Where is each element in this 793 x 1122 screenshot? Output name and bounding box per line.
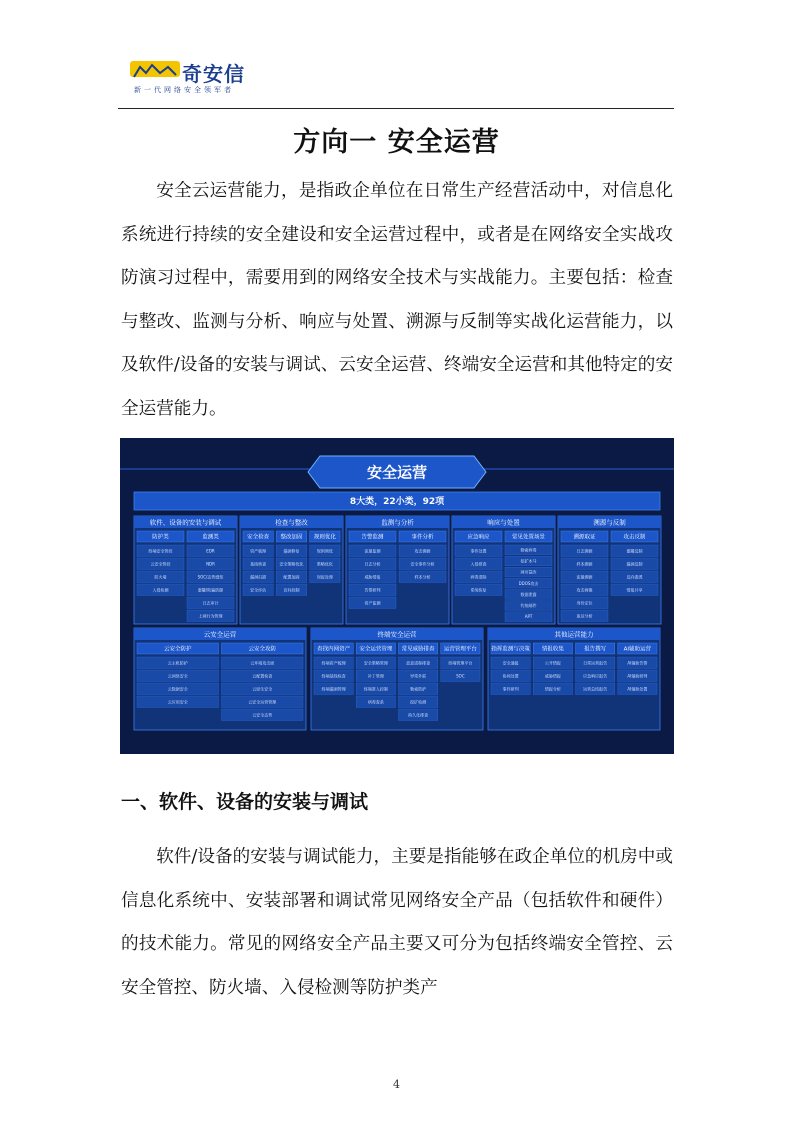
bottom-item-1-2-0: 恶意进程排查 [406,660,431,666]
top-item-4-0-2: 流量溯源 [576,574,593,580]
bottom-item-1-2-4: 持久化排查 [408,712,429,718]
bottom-item-1-3-0: 终端管理平台 [448,660,473,666]
security-operations-infographic [120,438,674,754]
page-number: 4 [393,1078,400,1091]
bottom-item-0-0-3: 云应用安全 [167,699,188,705]
bottom-item-2-2-1: 应急响应报告 [583,673,608,679]
top-item-1-2-1: 策略优化 [316,561,333,567]
bottom-item-1-2-1: 异常外联 [410,673,427,679]
bottom-col-head-1-2: 常见威胁排查 [401,646,435,653]
bottom-item-0-1-1: 云配置检查 [252,673,273,679]
top-col-head-2-1: 事件分析 [411,534,434,541]
bottom-col-head-2-1: 情报收集 [541,646,564,653]
section-paragraph: 软件/设备的安装与调试能力，主要是指能够在政企单位的机房中或信息化系统中、安装部署和调试常见网络安全产品（包括软件和硬件）的技术能力。常见的网络安全产品主要又可分为包括终端安全管控、云安全管控、防火墙、入侵检测等防护类产 [121,847,673,998]
bottom-item-0-1-4: 云安全态势 [252,712,273,718]
bottom-item-2-2-2: 运营总结报告 [583,686,608,692]
top-item-0-0-0: 终端安全管控 [148,548,173,554]
top-item-1-0-0: 资产梳理 [250,548,267,554]
bottom-col-head-1-0: 查找内网资产 [317,646,351,653]
top-item-2-1-2: 样本分析 [414,574,431,580]
top-item-3-0-1: 入侵排查 [470,561,487,567]
top-item-0-0-2: 防火墙 [154,574,167,580]
bottom-item-2-1-0: 公开情报 [544,660,561,666]
top-item-1-1-3: 访问控制 [283,587,300,593]
top-item-3-0-0: 事件处置 [470,548,487,554]
bottom-item-2-2-0: 日常运营报告 [583,660,608,666]
bottom-item-0-1-2: 云原生安全 [252,686,273,692]
top-col-head-1-2: 规则优化 [313,534,336,541]
bottom-col-head-1-1: 安全运营管理 [359,646,393,653]
top-item-3-0-3: 系统恢复 [470,587,487,593]
bottom-item-1-2-2: 勒索防护 [410,686,427,692]
figure-title: 安全运营 [366,463,428,482]
top-item-2-1-0: 攻击溯源 [414,548,431,554]
bottom-item-2-1-1: 威胁情报 [544,673,561,679]
logo-mark-icon [130,58,180,84]
top-item-3-0-2: 病毒清除 [470,574,487,580]
top-item-0-1-0: EDR [206,548,215,554]
bottom-item-1-0-1: 终端基线检查 [321,673,346,679]
top-item-0-1-4: 日志审计 [202,600,219,606]
top-item-3-1-0: 勒索病毒 [520,547,537,553]
top-item-1-0-3: 安全评估 [250,587,267,593]
bottom-item-0-0-1: 云网络安全 [167,673,188,679]
bottom-item-1-1-3: 病毒查杀 [367,699,384,705]
bottom-col-head-0-0: 云安全防护 [163,646,192,653]
intro-paragraph: 安全云运营能力，是指政企单位在日常生产经营活动中，对信息化系统进行持续的安全建设和安全运营过程中，或者是在网络安全实战攻防演习过程中，需要用到的网络安全技术与实战能力。主要包括：检查与整改、监测与分析、响应与处置、溯源与反制等实战化运营能力，以及软件/设备的安装与调试、云安全运营、终端安全运营和其他特定的安全运营能力。 [121,181,673,419]
top-item-3-1-5: 钓鱼邮件 [520,603,537,609]
top-item-2-0-3: 告警研判 [364,587,381,593]
top-group-title-4: 溯源与反制 [593,518,626,527]
top-item-2-0-1: 日志分析 [364,561,381,567]
top-col-head-1-1: 整改加固 [280,534,303,541]
top-item-0-1-5: 上网行为管理 [198,613,223,619]
top-group-title-2: 监测与分析 [381,518,414,527]
bottom-item-2-3-1: AI辅助研判 [627,673,648,679]
top-col-head-0-0: 防护类 [152,534,169,541]
bottom-col-head-0-1: 云安全攻防 [248,646,277,653]
logo-slogan: 新一代网络安全领军者 [134,86,234,94]
bottom-col-head-2-3: AI辅助运营 [623,646,652,653]
top-item-2-0-2: 威胁情报 [364,574,381,580]
top-item-0-1-1: NDR [206,561,215,567]
top-group-title-3: 响应与处置 [487,518,520,527]
top-item-1-0-2: 漏洞扫描 [250,574,267,580]
top-item-3-1-6: APT [524,614,533,620]
top-group-title-1: 检查与整改 [275,518,308,527]
section-heading: 一、软件、设备的安装与调试 [121,791,369,813]
bottom-item-2-0-0: 安全通报 [502,660,519,666]
bottom-item-1-2-3: 挖矿检测 [410,699,427,705]
top-item-0-0-3: 入侵检测 [152,587,169,593]
bottom-item-2-0-2: 事件研判 [502,686,519,692]
top-item-4-1-1: 漏洞反制 [626,561,643,567]
bottom-item-0-1-3: 云安全运营管理 [248,699,277,705]
company-logo [130,58,270,98]
bottom-item-2-3-2: AI辅助处置 [627,686,648,692]
top-group-title-0: 软件、设备的安装与调试 [149,518,222,527]
figure-subtitle: 8大类，22小类，92项 [349,497,445,507]
top-item-1-2-2: 误报处理 [316,574,333,580]
bottom-item-1-1-1: 补丁管理 [367,673,384,679]
top-item-4-1-2: 反向渗透 [626,574,643,580]
bottom-item-1-1-2: 终端准入控制 [363,686,388,692]
bottom-item-1-3-1: SOC [456,673,465,679]
top-item-3-1-1: 挖矿木马 [520,558,537,564]
top-item-4-0-4: 身份定位 [576,600,593,606]
top-item-0-0-1: 云安全管控 [150,561,171,567]
top-item-4-0-0: 日志溯源 [576,548,593,554]
top-col-head-3-1: 常见处置场景 [511,534,546,541]
top-item-4-0-1: 样本溯源 [576,561,593,567]
header-divider [118,108,674,109]
top-item-2-1-1: 安全事件分析 [410,561,435,567]
top-item-3-1-2: 网页篡改 [520,569,537,575]
top-item-1-1-1: 安全策略优化 [279,561,304,567]
bottom-col-head-2-0: 指挥监测与决策 [491,646,530,653]
top-col-head-0-1: 监测类 [202,534,219,541]
bottom-item-1-0-0: 终端资产梳理 [321,660,346,666]
top-item-0-1-3: 蜜罐/欺骗防御 [197,587,224,593]
bottom-item-2-0-1: 协同处置 [502,673,519,679]
top-item-4-1-3: 情报共享 [626,587,643,593]
bottom-col-head-2-2: 报告撰写 [584,646,607,653]
top-item-0-1-2: SOC/态势感知 [197,574,224,580]
top-item-3-1-3: DDOS攻击 [518,580,539,586]
bottom-item-0-0-0: 云主机防护 [167,660,188,666]
bottom-col-head-1-3: 运营管理平台 [443,646,477,653]
bottom-item-0-0-2: 云数据安全 [167,686,188,692]
bottom-group-title-1: 终端安全运营 [377,630,417,639]
bottom-item-2-1-2: 情报分析 [544,686,561,692]
top-item-1-1-2: 配置加固 [283,574,300,580]
top-item-2-0-0: 流量监测 [364,548,381,554]
top-item-4-0-3: 攻击画像 [576,587,593,593]
top-item-1-1-0: 漏洞修复 [283,548,300,554]
bottom-item-1-1-0: 安全策略管理 [363,660,388,666]
top-item-1-0-1: 基线核查 [250,561,267,567]
bottom-group-title-0: 云安全运营 [203,630,237,639]
bottom-item-2-3-0: AI辅助告警 [627,660,648,666]
bottom-group-title-2: 其他运营能力 [554,630,594,639]
top-col-head-4-0: 溯源取证 [573,534,596,541]
page-title: 方向一 安全运营 [293,127,500,158]
top-item-3-1-4: 数据泄露 [520,591,537,597]
top-col-head-1-0: 安全检查 [247,534,270,541]
logo-text: 奇安信 [182,62,245,86]
top-item-2-0-4: 资产监测 [364,600,381,606]
top-col-head-4-1: 攻击反制 [623,534,646,541]
bottom-item-1-0-2: 终端漏洞管理 [321,686,346,692]
top-col-head-2-0: 告警监测 [361,534,384,541]
top-col-head-3-0: 应急响应 [467,534,490,541]
top-item-4-1-0: 蜜罐反制 [626,548,643,554]
top-item-1-2-0: 规则调优 [316,548,333,554]
bottom-item-0-1-0: 云环境攻击面 [250,660,275,666]
top-item-4-0-5: 取证分析 [576,613,593,619]
